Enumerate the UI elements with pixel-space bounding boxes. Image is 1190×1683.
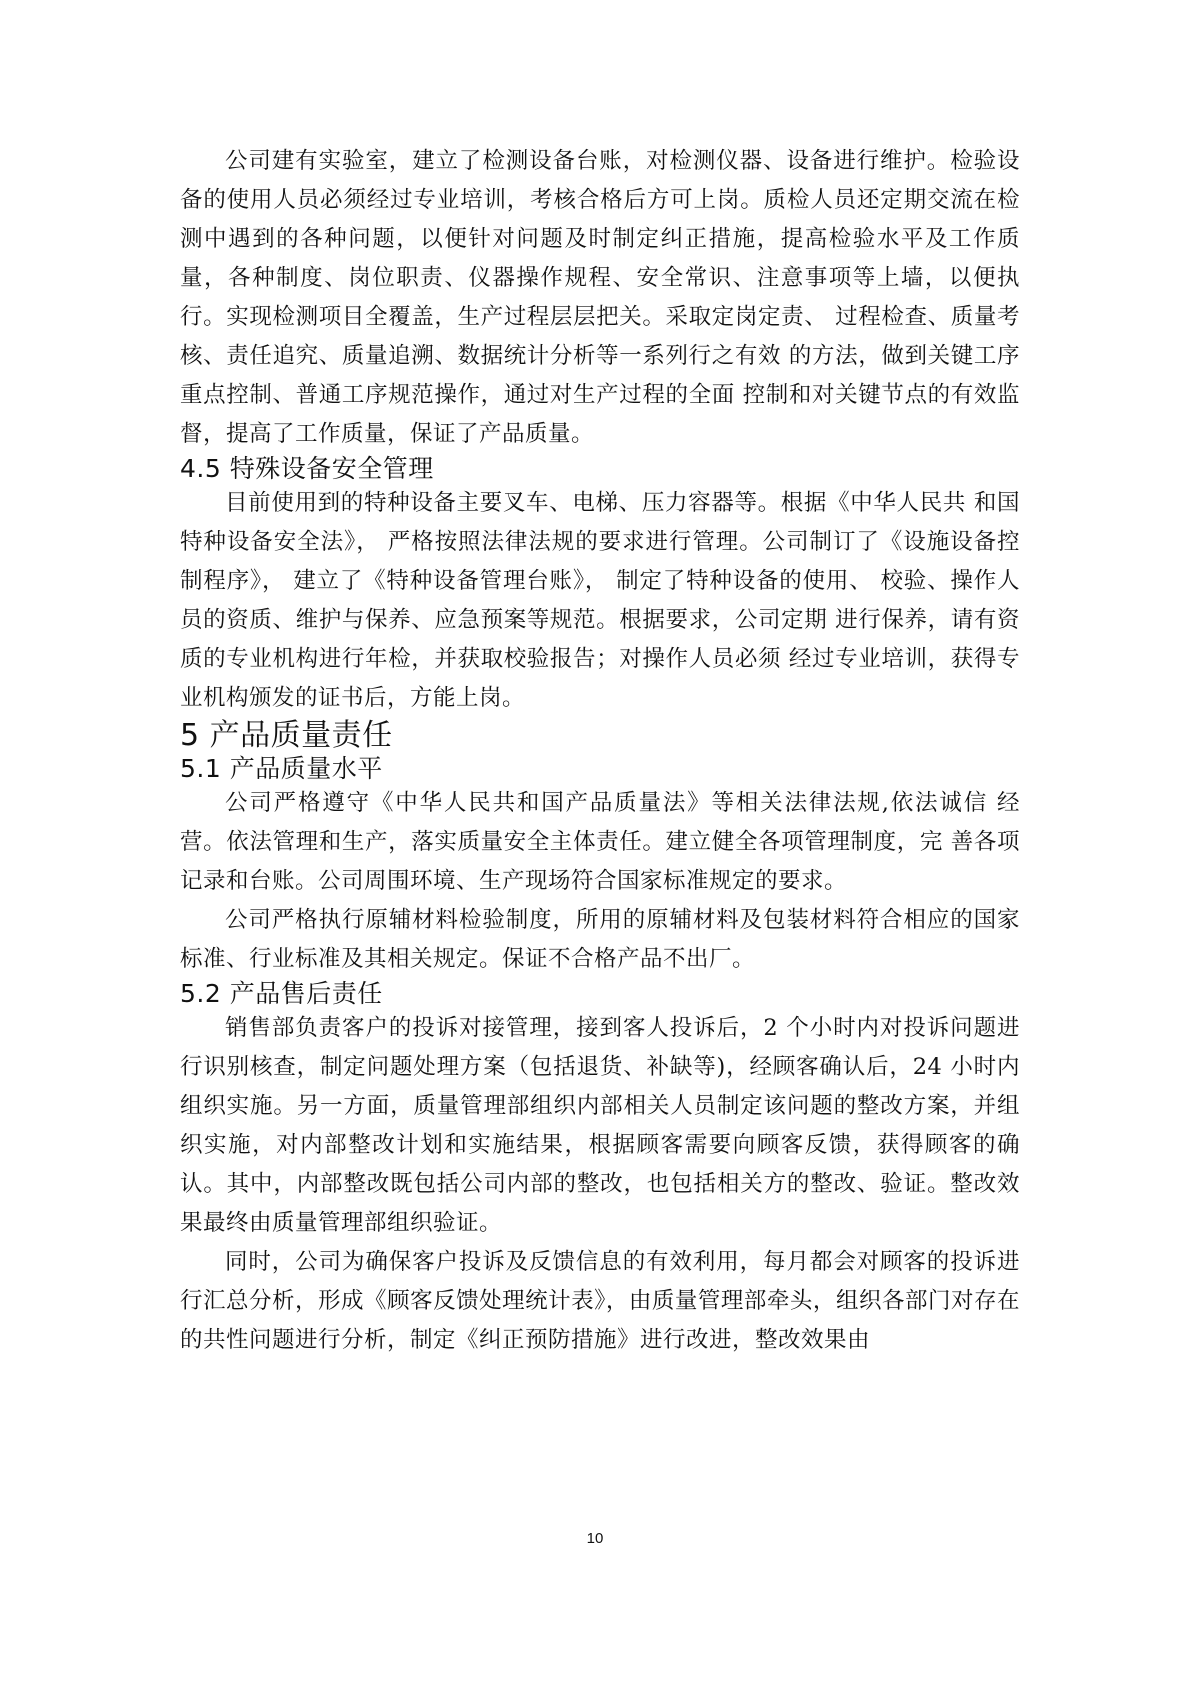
paragraph-special-equipment: 目前使用到的特种设备主要叉车、电梯、压力容器等。根据《中华人民共 和国特种设备安全法》， 严格按照法律法规的要求进行管理。公司制订了《设施设备控制程序》， 建立了《特种设备管理台账》， 制定了特种设备的使用、 校验、操作人员的资质、维护与保养、应急预案等规范。根据要求，公司定期 进行保养，请有资质的专业机构进行年检，并获取校验报告；对操作人员必须 经过专业培训，获得专业机构颁发的证书后，方能上岗。 (180, 490, 1020, 711)
heading-5-1-product-quality-level: 5.1 产品质量水平 (180, 754, 383, 783)
paragraph-feedback-analysis: 同时，公司为确保客户投诉及反馈信息的有效利用，每月都会对顾客的投诉进行汇总分析，形成《顾客反馈处理统计表》，由质量管理部牵头，组织各部门对存在的共性问题进行分析，制定《纠正预防措施》进行改进，整改效果由 (180, 1249, 1020, 1353)
paragraph-lab-testing: 公司建有实验室，建立了检测设备台账，对检测仪器、设备进行维护。检验设备的使用人员必须经过专业培训，考核合格后方可上岗。质检人员还定期交流在检测中遇到的各种问题，以便针对问题及时制定纠正措施，提高检验水平及工作质量，各种制度、岗位职责、仪器操作规程、安全常识、注意事项等上墙，以便执行。实现检测项目全覆盖，生产过程层层把关。采取定岗定责、 过程检查、质量考核、责任追究、质量追溯、数据统计分析等一系列行之有效 的方法，做到关键工序重点控制、普通工序规范操作，通过对生产过程的全面 控制和对关键节点的有效监督，提高了工作质量，保证了产品质量。 (180, 148, 1020, 447)
heading-5-2-after-sales: 5.2 产品售后责任 (180, 979, 383, 1008)
page-number: 10 (586, 1530, 604, 1547)
paragraph-complaint-handling: 销售部负责客户的投诉对接管理，接到客人投诉后，2 个小时内对投诉问题进行识别核查，制定问题处理方案（包括退货、补缺等)，经顾客确认后，24 小时内组织实施。另一方面，质量管理部组织内部相关人员制定该问题的整改方案，并组织实施，对内部整改计划和实施结果，根据顾客需要向顾客反馈，获得顾客的确认。其中，内部整改既包括公司内部的整改，也包括相关方的整改、验证。整改效果最终由质量管理部组织验证。 (180, 1015, 1020, 1236)
paragraph-raw-materials: 公司严格执行原辅材料检验制度，所用的原辅材料及包装材料符合相应的国家标准、行业标准及其相关规定。保证不合格产品不出厂。 (180, 907, 1020, 972)
page-content (180, 142, 1020, 1360)
heading-5-product-quality-responsibility: 5 产品质量责任 (180, 718, 393, 753)
paragraph-quality-law: 公司严格遵守《中华人民共和国产品质量法》等相关法律法规,依法诚信 经营。依法管理和生产，落实质量安全主体责任。建立健全各项管理制度，完 善各项记录和台账。公司周围环境、生产现场符合国家标准规定的要求。 (180, 790, 1020, 894)
heading-4-5-special-equipment: 4.5 特殊设备安全管理 (180, 454, 434, 483)
